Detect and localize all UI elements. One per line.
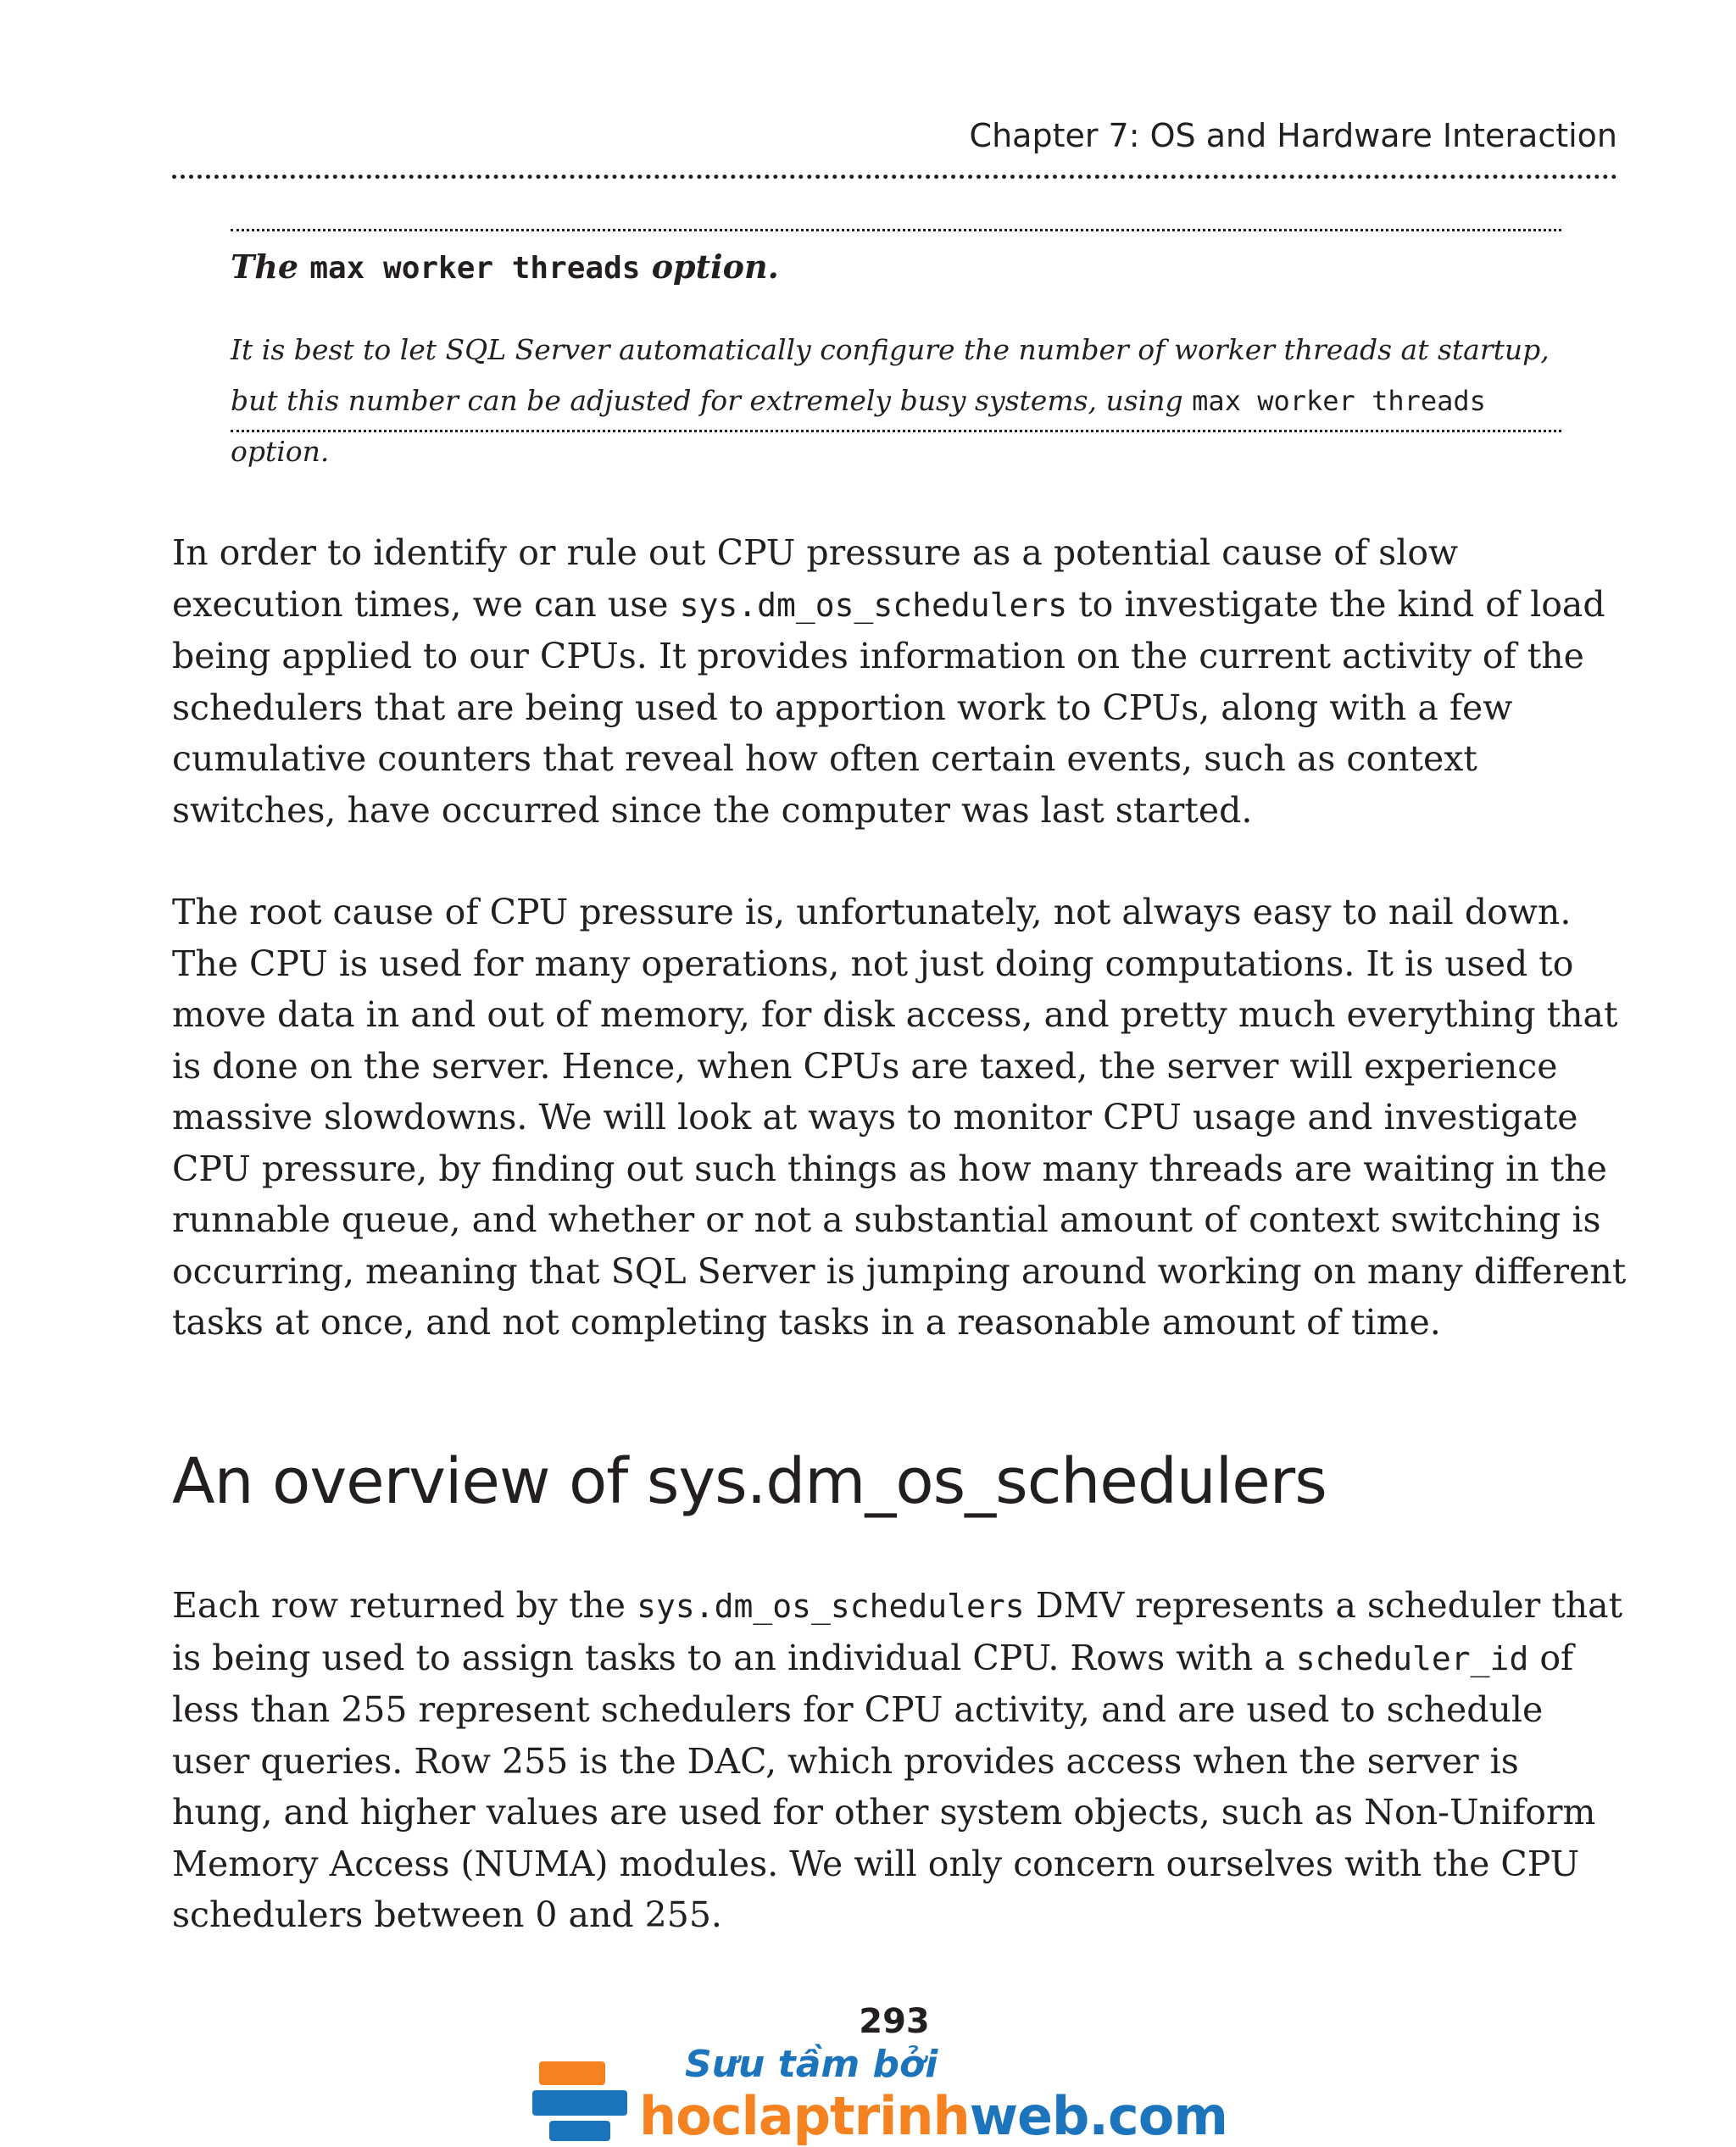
tip-title-suffix: option.	[651, 248, 779, 286]
tip-title	[231, 248, 779, 286]
paragraph1-code1: sys.dm_os_schedulers	[679, 586, 1068, 624]
tip-title-code: max worker threads	[309, 251, 641, 286]
paragraph-schedulers-overview	[172, 1580, 1630, 1941]
watermark-logo	[532, 2043, 1227, 2147]
section-heading: An overview of sys.dm_os_schedulers	[172, 1445, 1327, 1518]
paragraph3-code1: sys.dm_os_schedulers	[637, 1588, 1025, 1625]
watermark-tagline: Sưu tầm bởi	[685, 2043, 938, 2086]
tip-body	[231, 325, 1561, 477]
paragraph1-part1: In order to identify or rule out CPU pressure as a potential cause of slow execution times, we can use	[172, 532, 1459, 625]
paragraph3-code2: scheduler_id	[1295, 1639, 1529, 1677]
paragraph3-part2: DMV represents a scheduler that is being used to assign tasks to an individual CPU. Rows with a	[172, 1585, 1623, 1678]
running-header: Chapter 7: OS and Hardware Interaction	[969, 117, 1617, 154]
watermark-brand	[639, 2085, 1227, 2147]
watermark-brand-tld: .com	[1088, 2085, 1227, 2147]
watermark-brand-main: hoclaptrinh	[639, 2085, 970, 2147]
watermark-brand-web: web	[969, 2085, 1089, 2147]
paragraph-cpu-pressure-intro	[172, 527, 1630, 836]
paragraph3-part3: of less than 255 represent schedulers for CPU activity, and are used to schedule user queries. Row 255 is the DAC, which provides access when the server is hung, and higher values are used for other system objects, such as Non-Uniform Memory Access (NUMA) modules. We will only concern ourselves with the CPU schedulers between 0 and 255.	[172, 1637, 1596, 1935]
tip-title-prefix: The	[231, 248, 299, 286]
tip-top-rule	[231, 229, 1561, 231]
tip-body-suffix: option.	[231, 435, 330, 468]
paragraph1-part2: to investigate the kind of load being applied to our CPUs. It provides information on the current activity of the schedulers that are being used to apportion work to CPUs, along with a few cumulative counters that reveal how often certain events, such as context switches, have occurred since the computer was last started.	[172, 583, 1605, 831]
printer-icon	[532, 2061, 627, 2141]
page-number: 293	[859, 2002, 930, 2041]
paragraph-cpu-pressure-root-cause: The root cause of CPU pressure is, unfortunately, not always easy to nail down. The CPU is used for many operations, not just doing computations. It is used to move data in and out of memory, for disk access, and pretty much everything that is done on the server. Hence, when CPUs are taxed, the server will experience massive slowdowns. We will look at ways to monitor CPU usage and investigate CPU pressure, by finding out such things as how many threads are waiting in the runnable queue, and whether or not a substantial amount of context switching is occurring, meaning that SQL Server is jumping around working on many different tasks at once, and not completing tasks in a reasonable amount of time.	[172, 892, 1627, 1343]
tip-body-code: max worker threads	[1192, 385, 1486, 417]
tip-bottom-rule	[231, 430, 1561, 432]
header-divider	[172, 175, 1617, 179]
tip-body-text: It is best to let SQL Server automatically configure the number of worker threads at startup, but this number can be adjusted for extremely busy systems, using	[231, 333, 1550, 417]
paragraph3-part1: Each row returned by the	[172, 1585, 626, 1626]
